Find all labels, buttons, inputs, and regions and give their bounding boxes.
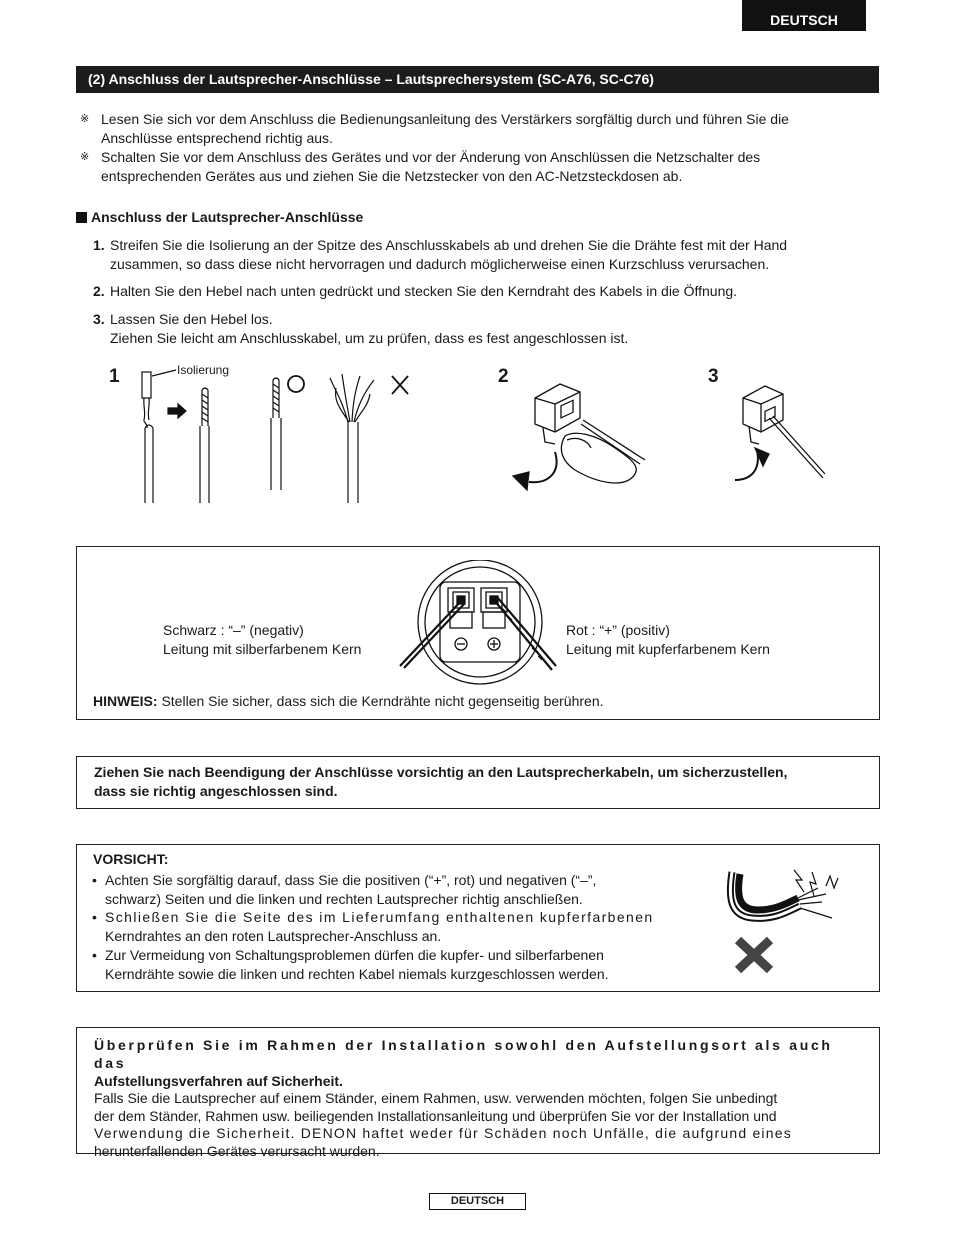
caution-bullet bbox=[92, 871, 692, 908]
note-item bbox=[80, 110, 880, 147]
safety-bold-line: Aufstellungsverfahren auf Sicherheit. bbox=[94, 1073, 343, 1089]
negative-terminal-polarity: Schwarz : “–” (negativ) bbox=[163, 622, 304, 638]
step-line: Lassen Sie den Hebel los. bbox=[110, 311, 273, 327]
step-number: 3. bbox=[93, 311, 105, 327]
note-line: Lesen Sie sich vor dem Anschluss die Bedienungsanleitung des Verstärkers sorgfältig durch und führen Sie die bbox=[101, 111, 789, 127]
caution-line: Schließen Sie die Seite des im Lieferumfang enthaltenen kupferfarbenen bbox=[105, 909, 654, 925]
caution-bullet bbox=[92, 908, 692, 945]
positive-terminal-core: Leitung mit kupferfarbenem Kern bbox=[566, 641, 770, 657]
step-line: Halten Sie den Hebel nach unten gedrückt und stecken Sie den Kerndraht des Kabels in die Öffnung. bbox=[110, 283, 738, 299]
bullet-dot-icon: • bbox=[92, 947, 97, 963]
note-text: Stellen Sie sicher, dass sich die Kerndrähte nicht gegenseitig berühren. bbox=[161, 693, 604, 709]
negative-terminal-core: Leitung mit silberfarbenem Kern bbox=[163, 641, 362, 657]
safety-line: Falls Sie die Lautsprecher auf einem Ständer, einem Rahmen, usw. verwenden möchten, folgen Sie unbedingt bbox=[94, 1090, 778, 1106]
note-item bbox=[80, 148, 880, 185]
caution-line: Kerndrähte sowie die linken und rechten Kabel niemals kurzgeschlossen werden. bbox=[105, 965, 609, 982]
caution-line: schwarz) Seiten und die linken und rechten Lautsprecher richtig anschließen. bbox=[105, 890, 583, 907]
step-item bbox=[93, 282, 883, 301]
step-line: Streifen Sie die Isolierung an der Spitze des Anschlusskabels ab und drehen Sie die Drähte fest mit der Hand bbox=[110, 237, 788, 253]
short-circuit-warning-illustration bbox=[722, 858, 842, 978]
square-bullet-icon bbox=[76, 212, 87, 223]
caution-line: Achten Sie sorgfältig darauf, dass Sie die positiven (“+”, rot) und negativen (“–”, bbox=[105, 872, 597, 888]
step-text bbox=[110, 310, 880, 347]
positive-terminal-label bbox=[566, 621, 770, 659]
step-item bbox=[93, 310, 883, 347]
pull-check-line: Ziehen Sie nach Beendigung der Anschlüsse vorsichtig an den Lautsprecherkabeln, um sicherzustellen, bbox=[94, 764, 788, 780]
step-item bbox=[93, 236, 883, 273]
positive-terminal-polarity: Rot : “+” (positiv) bbox=[566, 622, 670, 638]
step-text bbox=[110, 236, 880, 273]
note-text bbox=[101, 148, 891, 185]
speaker-terminal-illustration bbox=[398, 560, 563, 685]
note-text bbox=[101, 110, 891, 147]
caution-title: VORSICHT: bbox=[93, 851, 169, 867]
lever-press-illustration bbox=[505, 378, 655, 498]
step-line: Ziehen Sie leicht am Anschlusskabel, um zu prüfen, dass es fest angeschlossen ist. bbox=[110, 329, 629, 346]
note-label: HINWEIS: bbox=[93, 693, 158, 709]
isolation-label: Isolierung bbox=[177, 363, 230, 377]
figure-label-1: 1 bbox=[109, 366, 120, 387]
step-line: zusammen, so dass diese nicht hervorragen und dadurch möglicherweise einen Kurzschluss verursachen. bbox=[110, 255, 770, 272]
section-title-bar: (2) Anschluss der Lautsprecher-Anschlüsse – Lautsprechersystem (SC-A76, SC-C76) bbox=[76, 66, 879, 93]
lever-release-illustration bbox=[725, 382, 835, 497]
subsection-heading bbox=[76, 209, 363, 225]
note-line: Schalten Sie vor dem Anschluss des Gerätes und vor der Änderung von Anschlüssen die Netzschalter des bbox=[101, 149, 761, 165]
note-line: entsprechenden Gerätes aus und ziehen Sie die Netzstecker von den AC-Netzsteckdosen ab. bbox=[101, 167, 683, 184]
terminal-note bbox=[93, 692, 604, 711]
language-tab: DEUTSCH bbox=[742, 0, 866, 31]
caution-line: Zur Vermeidung von Schaltungsproblemen dürfen die kupfer- und silberfarbenen bbox=[105, 947, 604, 963]
safety-box bbox=[76, 1027, 880, 1159]
safety-line: herunterfallenden Gerätes verursacht wurden. bbox=[94, 1142, 380, 1159]
step-number: 1. bbox=[93, 237, 105, 253]
pull-check-box bbox=[76, 756, 880, 809]
pull-check-line: dass sie richtig angeschlossen sind. bbox=[94, 783, 338, 799]
bullet-dot-icon: • bbox=[92, 872, 97, 888]
caution-bullet bbox=[92, 946, 692, 983]
subsection-title: Anschluss der Lautsprecher-Anschlüsse bbox=[91, 209, 364, 225]
bullet-dot-icon: • bbox=[92, 909, 97, 925]
step-number: 2. bbox=[93, 283, 105, 299]
figure-label-2: 2 bbox=[498, 366, 509, 387]
note-line: Anschlüsse entsprechend richtig aus. bbox=[101, 129, 333, 146]
footer-language-tab: DEUTSCH bbox=[429, 1193, 526, 1210]
reference-mark-icon: ※ bbox=[80, 113, 90, 125]
step-text bbox=[110, 282, 880, 301]
safety-line: der dem Ständer, Rahmen usw. beiliegenden Installationsanleitung und überprüfen Sie vor der Installation und bbox=[94, 1107, 777, 1124]
negative-terminal-label bbox=[163, 621, 361, 659]
safety-bold-line: Überprüfen Sie im Rahmen der Installation sowohl den Aufstellungsort als auch das bbox=[94, 1037, 833, 1071]
reference-mark-icon: ※ bbox=[80, 151, 90, 163]
safety-line: Verwendung die Sicherheit. DENON haftet weder für Schäden noch Unfälle, die aufgrund eines bbox=[94, 1125, 792, 1141]
caution-line: Kerndrahtes an den roten Lautsprecher-Anschluss an. bbox=[105, 927, 442, 944]
wire-stripping-illustration bbox=[130, 360, 430, 510]
figure-label-3: 3 bbox=[708, 366, 719, 387]
